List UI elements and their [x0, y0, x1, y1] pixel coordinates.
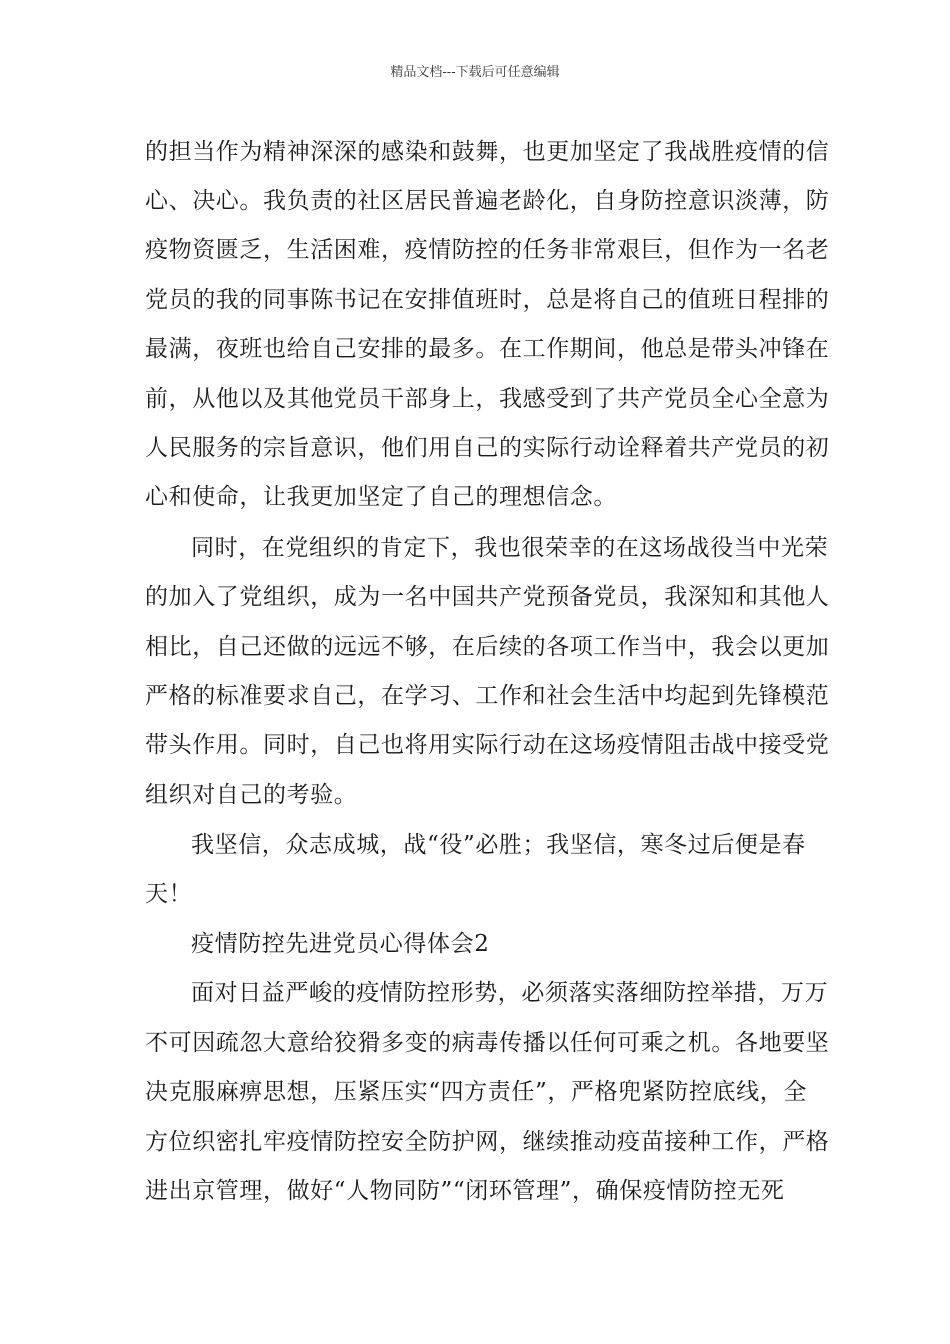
text-line-indented: 我坚信，众志成城，战“役”必胜；我坚信，寒冬过后便是春 — [191, 832, 806, 858]
text-line: 带头作用。同时，自己也将用实际行动在这场疫情阻击战中接受党 — [145, 732, 830, 758]
text-line: 心和使命，让我更加坚定了自己的理想信念。 — [145, 484, 617, 510]
text-line-indented: 面对日益严峻的疫情防控形势，必须落实落细防控举措，万万 — [191, 980, 829, 1006]
text-line: 的担当作为精神深深的感染和鼓舞，也更加坚定了我战胜疫情的信 — [145, 139, 830, 165]
text-line: 决克服麻痹思想，压紧压实“四方责任”，严格兜紧防控底线，全 — [145, 1079, 807, 1105]
text-line: 的加入了党组织，成为一名中国共产党预备党员，我深知和其他人 — [145, 584, 830, 610]
text-line: 进出京管理，做好“人物同防”“闭环管理”，确保疫情防控无死 — [145, 1178, 785, 1204]
text-line: 严格的标准要求自己，在学习、工作和社会生活中均起到先锋模范 — [145, 683, 830, 709]
text-line: 疫物资匮乏，生活困难，疫情防控的任务非常艰巨，但作为一名老 — [145, 237, 830, 263]
text-line: 心、决心。我负责的社区居民普遍老龄化，自身防控意识淡薄，防 — [145, 188, 830, 214]
text-line: 天！ — [145, 881, 193, 907]
section-heading: 疫情防控先进党员心得体会2 — [191, 931, 490, 957]
text-line: 方位织密扎牢疫情防控安全防护网，继续推动疫苗接种工作，严格 — [145, 1129, 830, 1155]
page-header: 精品文档---下载后可任意编辑 — [390, 65, 560, 80]
text-line: 党员的我的同事陈书记在安排值班时，总是将自己的值班日程排的 — [145, 287, 830, 313]
text-line: 组织对自己的考验。 — [145, 782, 358, 808]
text-line: 人民服务的宗旨意识，他们用自己的实际行动诠释着共产党员的初 — [145, 435, 830, 461]
text-line: 最满，夜班也给自己安排的最多。在工作期间，他总是带头冲锋在 — [145, 336, 830, 362]
text-line: 相比，自己还做的远远不够，在后续的各项工作当中，我会以更加 — [145, 634, 830, 660]
text-line: 前，从他以及其他党员干部身上，我感受到了共产党员全心全意为 — [145, 386, 830, 412]
text-line-indented: 同时，在党组织的肯定下，我也很荣幸的在这场战役当中光荣 — [191, 535, 829, 561]
text-line: 不可因疏忽大意给狡猾多变的病毒传播以任何可乘之机。各地要坚 — [145, 1030, 830, 1056]
